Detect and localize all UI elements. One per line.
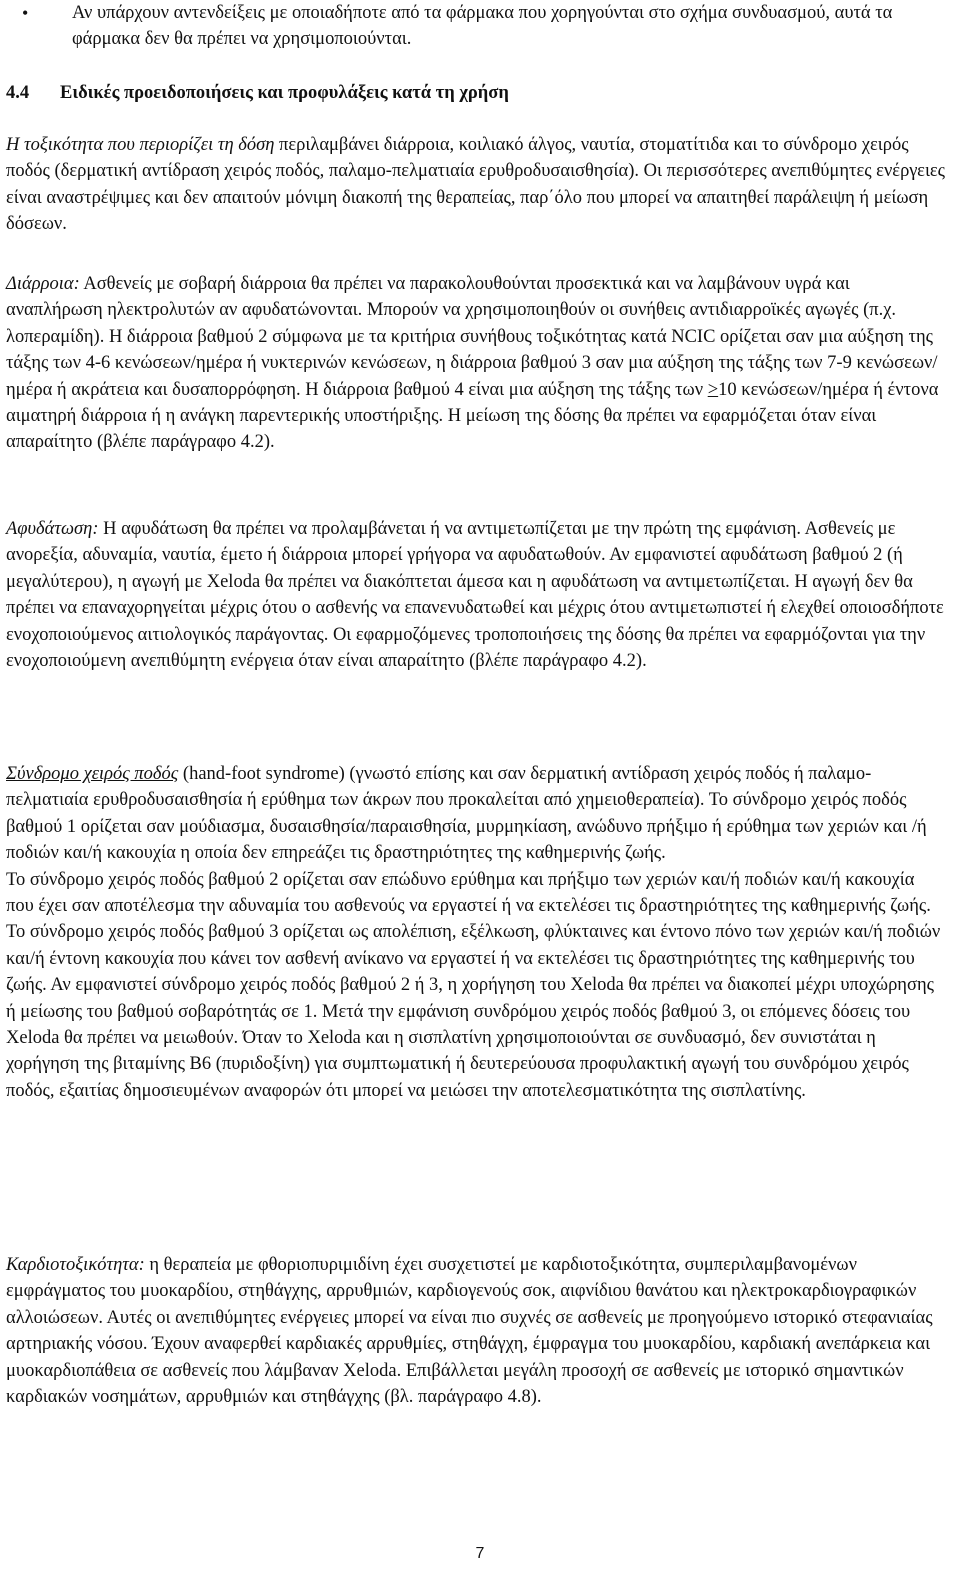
paragraph-body: περιλαμβάνει διάρροια, κοιλιακό άλγος, ναυτία, στοματίτιδα και το σύνδρομο χειρός ποδός (δερματική αντίδραση χειρός ποδός, παλαμο-πελματιαία ερυθροδυσαισθησία). Οι περισσότερες ανεπιθύμητες ενέργειες είναι αναστρέψιμες και δεν απαιτούν μόνιμη διακοπή της θεραπείας, παρ΄όλο που μπορεί να απαιτηθεί παράλειψη ή μείωση δόσεων. bbox=[6, 135, 946, 235]
paragraph-grade2: Το σύνδρομο χειρός ποδός βαθμού 2 ορίζεται σαν επώδυνο ερύθημα και πρήξιμο των χεριών και/ή ποδιών και/ή κακουχία που έχει σαν αποτέλεσμα την αδυναμία του ασθενούς να εργαστεί ή να εκτελέσει τις δραστηριότητες της καθημερινής ζωής. bbox=[6, 869, 931, 917]
paragraph-lead: Διάρροια: bbox=[6, 274, 80, 294]
paragraph-lead: Σύνδρομο χειρός ποδός bbox=[6, 764, 179, 784]
paragraph-hand-foot-syndrome bbox=[6, 761, 946, 1104]
bullet-item bbox=[22, 0, 942, 53]
paragraph-body: η θεραπεία με φθοριοπυριμιδίνη έχει συσχετιστεί με καρδιοτοξικότητα, συμπεριλαμβανομένων εμφράγματος του μυοκαρδίου, στηθάγχης, αρρυθμιών, καρδιογενούς σοκ, αιφνίδιου θανάτου και ηλεκτροκαρδιογραφικών αλλοιώσεων. Αυτές οι ανεπιθύμητες ενέργειες μπορεί να είναι πιο συχνές σε ασθενείς με προηγούμενο ιστορικό στεφανιαίας αρτηριακής νόσου. Έχουν αναφερθεί καρδιακές αρρυθμίες, στηθάγχη, έμφραγμα του μυοκαρδίου, καρδιακή ανεπάρκεια και μυοκαρδιοπάθεια σε ασθενείς που λάμβαναν Xeloda. Επιβάλλεται μεγάλη προσοχή σε ασθενείς με ιστορικό σημαντικών καρδιακών νοσημάτων, αρρυθμιών και στηθάγχης (βλ. παράγραφο 4.8). bbox=[6, 1255, 933, 1408]
paragraph-lead: Αφυδάτωση: bbox=[6, 519, 99, 539]
bullet-symbol: • bbox=[22, 3, 29, 23]
bullet-text: Αν υπάρχουν αντενδείξεις με οποιαδήποτε από τα φάρμακα που χορηγούνται στο σχήμα συνδυασμού, αυτά τα φάρμακα δεν θα πρέπει να χρησιμοποιούνται. bbox=[72, 3, 893, 50]
paragraph-body: (hand-foot syndrome) (γνωστό επίσης και σαν δερματική αντίδραση χειρός ποδός ή παλαμο-πελματιαία ερυθροδυσαισθησία ή ερύθημα των άκρων που προκαλείται από χημειοθεραπεία). Το σύνδρομο χειρός ποδός βαθμού 1 ορίζεται σαν μούδιασμα, δυσαισθησία/παραισθησία, μυρμηκίαση, ανώδυνο πρήξιμο ή ερύθημα των χεριών και /ή ποδιών και/ή κακουχία η οποία δεν επηρεάζει τις δραστηριότητες της καθημερινής ζωής. bbox=[6, 764, 927, 864]
page-number: 7 bbox=[475, 1545, 485, 1562]
section-number: 4.4 bbox=[6, 83, 30, 103]
greater-equal-sign: > bbox=[707, 379, 719, 400]
paragraph-diarrhea bbox=[6, 271, 946, 456]
paragraph-lead: Καρδιοτοξικότητα: bbox=[6, 1255, 145, 1275]
paragraph-dehydration bbox=[6, 516, 946, 674]
paragraph-grade3: Το σύνδρομο χειρός ποδός βαθμού 3 ορίζεται ως απολέπιση, εξέλκωση, φλύκταινες και έντονο πόνο των χεριών και/ή ποδιών και/ή έντονη κακουχία που κάνει τον ασθενή ανίκανο να εργαστεί ή να εκτελέσει τις δραστηριότητες της καθημερινής του ζωής. Αν εμφανιστεί σύνδρομο χειρός ποδός βαθμού 2 ή 3, η χορήγηση του Xeloda θα πρέπει να διακοπεί μέχρι υποχώρησης ή μείωσης του βαθμού σοβαρότητάς σε 1. Μετά την εμφάνιση συνδρόμου χειρός ποδός βαθμού 3, οι επόμενες δόσεις του Xeloda θα πρέπει να μειωθούν. Όταν το Xeloda και η σισπλατίνη χρησιμοποιούνται σε συνδυασμό, δεν συνιστάται η χορήγηση της βιταμίνης B6 (πυριδοξίνη) για συμπτωματική ή δευτερεύουσα προφυλακτική αγωγή του συνδρόμου χειρός ποδός, εξαιτίας δημοσιευμένων αναφορών ότι μπορεί να μειώσει την αποτελεσματικότητα της σισπλατίνης. bbox=[6, 922, 941, 1101]
paragraph-cardiotoxicity bbox=[6, 1252, 946, 1410]
paragraph-dose-limiting bbox=[6, 132, 946, 238]
paragraph-body-cont: 10 κενώσεων/ημέρα ή έντονα αιματηρή διάρροια ή η ανάγκη παρεντερικής υποστήριξης. Η μείωση της δόσης θα πρέπει να εφαρμόζεται όταν είναι απαραίτητο (βλέπε παράγραφο 4.2). bbox=[6, 379, 939, 453]
paragraph-body: Ασθενείς με σοβαρή διάρροια θα πρέπει να παρακολουθούνται προσεκτικά και να λαμβάνουν υγρά και αναπλήρωση ηλεκτρολυτών αν αφυδατώνονται. Μπορούν να χρησιμοποιηθούν οι συνήθεις αντιδιαρροϊκές αγωγές (π.χ. λοπεραμίδη). Η διάρροια βαθμού 2 σύμφωνα με τα κριτήρια συνήθους τοξικότητας κατά NCIC ορίζεται σαν μια αύξηση της τάξης των 4-6 κενώσεων/ημέρα ή νυκτερινών κενώσεων, η διάρροια βαθμού 3 σαν μια αύξηση της τάξης των 7-9 κενώσεων/ημέρα ή ακράτεια και δυσαπορρόφηση. Η διάρροια βαθμού 4 είναι μια αύξηση της τάξης των bbox=[6, 274, 938, 400]
section-title: Ειδικές προειδοποιήσεις και προφυλάξεις κατά τη χρήση bbox=[60, 83, 509, 103]
paragraph-lead: Η τοξικότητα που περιορίζει τη δόση bbox=[6, 135, 275, 155]
paragraph-body: Η αφυδάτωση θα πρέπει να προλαμβάνεται ή να αντιμετωπίζεται με την πρώτη της εμφάνιση. Ασθενείς με ανορεξία, αδυναμία, ναυτία, έμετο ή διάρροια μπορεί γρήγορα να αφυδατωθούν. Αν εμφανιστεί αφυδάτωση βαθμού 2 (ή μεγαλύτερου), η αγωγή με Xeloda θα πρέπει να διακόπτεται άμεσα και η αφυδάτωση να αντιμετωπίζεται. Η αγωγή δεν θα πρέπει να επαναχορηγείται μέχρις ότου ο ασθενής να επανενυδατωθεί και μέχρις ότου αντιμετωπιστεί ή ελεχθεί οποιοσδήποτε ενοχοποιούμενος αιτιολογικός παράγοντας. Οι εφαρμοζόμενες τροποποιήσεις της δόσης θα πρέπει να εφαρμόζονται για την ενοχοποιούμενη ανεπιθύμητη ενέργεια όταν είναι απαραίτητο (βλέπε παράγραφο 4.2). bbox=[6, 519, 944, 672]
section-heading bbox=[6, 80, 906, 106]
